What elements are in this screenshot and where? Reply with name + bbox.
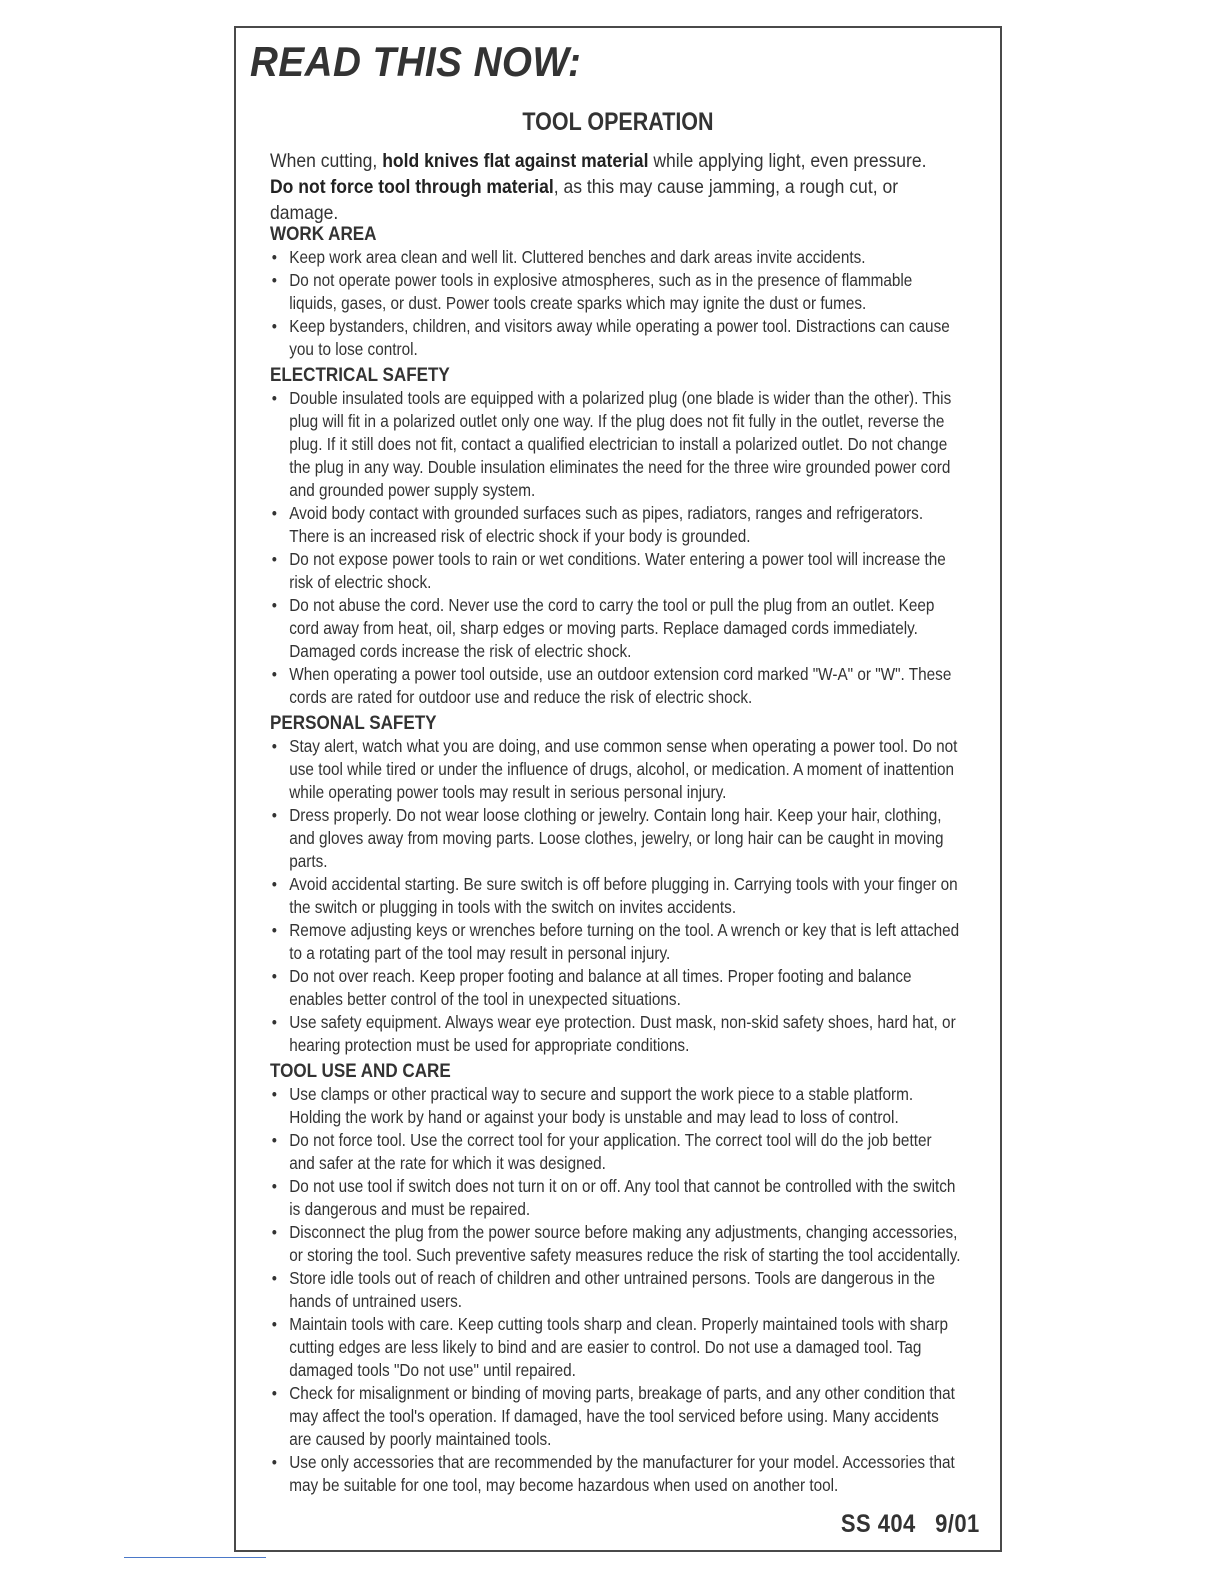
work-area-heading: WORK AREA bbox=[270, 223, 377, 245]
list-item: • Use clamps or other practical way to secure and support the work piece to a stable platform. Holding the work by hand or against your body is unstable and may lead to loss of control. bbox=[271, 1084, 914, 1127]
list-item: • Remove adjusting keys or wrenches before turning on the tool. A wrench or key that is left attached to a rotating part of the tool may result in personal injury. bbox=[271, 920, 960, 963]
list-item: • Avoid accidental starting. Be sure switch is off before plugging in. Carrying tools with your finger on the switch or plugging in tools with the switch on invites accidents. bbox=[271, 874, 958, 917]
personal-safety-heading: PERSONAL SAFETY bbox=[270, 712, 437, 734]
list-item: • Do not force tool. Use the correct tool for your application. The correct tool will do the job better and safer at the rate for which it was designed. bbox=[271, 1130, 932, 1173]
intro-paragraph bbox=[270, 148, 932, 226]
list-item: • Use only accessories that are recommended by the manufacturer for your model. Accessories that may be suitable for one tool, may become hazardous when used on another tool. bbox=[271, 1452, 955, 1495]
tool-use-list bbox=[270, 1083, 961, 1497]
electrical-safety-heading: ELECTRICAL SAFETY bbox=[270, 364, 450, 386]
form-number: SS 404 bbox=[841, 1510, 917, 1538]
list-item: • Do not use tool if switch does not turn it on or off. Any tool that cannot be controlled with the switch is dangerous and must be repaired. bbox=[271, 1176, 956, 1219]
intro-text-2: while applying light, even pressure. bbox=[648, 150, 927, 172]
work-area-list bbox=[270, 246, 961, 361]
page-title: READ THIS NOW: bbox=[250, 38, 582, 85]
list-item: • When operating a power tool outside, use an outdoor extension cord marked "W-A" or "W". These cords are rated for outdoor use and reduce the risk of electric shock. bbox=[271, 664, 952, 707]
document-code bbox=[841, 1510, 980, 1539]
list-item: • Disconnect the plug from the power source before making any adjustments, changing accessories, or storing the tool. Such preventive safety measures reduce the risk of starting the tool accidentally. bbox=[271, 1222, 961, 1265]
tool-use-heading: TOOL USE AND CARE bbox=[270, 1060, 451, 1082]
intro-text-3: , as this may cause jamming, a rough cut, or damage. bbox=[270, 176, 899, 224]
list-item: • Do not over reach. Keep proper footing and balance at all times. Proper footing and balance enables better control of the tool in unexpected situations. bbox=[271, 966, 912, 1009]
underline-mark bbox=[124, 1557, 266, 1558]
intro-bold-2: Do not force tool through material bbox=[270, 176, 554, 198]
intro-bold-1: hold knives flat against material bbox=[382, 150, 649, 172]
list-item: • Maintain tools with care. Keep cutting tools sharp and clean. Properly maintained tools with sharp cutting edges are less likely to bind and are easier to control. Do not use a damaged tool. Tag damaged tools "Do not use" until repaired. bbox=[271, 1314, 949, 1380]
intro-text-1: When cutting, bbox=[270, 150, 383, 172]
list-item: • Avoid body contact with grounded surfaces such as pipes, radiators, ranges and refrigerators. There is an increased risk of electric shock if your body is grounded. bbox=[271, 503, 924, 546]
list-item: • Dress properly. Do not wear loose clothing or jewelry. Contain long hair. Keep your hair, clothing, and gloves away from moving parts. Loose clothes, jewelry, or long hair can be caught in moving parts. bbox=[271, 805, 944, 871]
list-item: • Stay alert, watch what you are doing, and use common sense when operating a power tool. Do not use tool while tired or under the influence of drugs, alcohol, or medication. A moment of inattention while operating power tools may result in serious personal injury. bbox=[271, 736, 958, 802]
list-item: • Do not abuse the cord. Never use the cord to carry the tool or pull the plug from an outlet. Keep cord away from heat, oil, sharp edges or moving parts. Replace damaged cords immediately. Damaged cords increase the risk of electric shock. bbox=[271, 595, 935, 661]
list-item: • Do not operate power tools in explosive atmospheres, such as in the presence of flammable liquids, gases, or dust. Power tools create sparks which may ignite the dust or fumes. bbox=[271, 270, 913, 313]
list-item: • Store idle tools out of reach of children and other untrained persons. Tools are dangerous in the hands of untrained users. bbox=[271, 1268, 936, 1311]
section-subtitle: TOOL OPERATION bbox=[522, 108, 714, 136]
list-item: • Keep work area clean and well lit. Cluttered benches and dark areas invite accidents. bbox=[271, 247, 866, 267]
list-item: • Check for misalignment or binding of moving parts, breakage of parts, and any other condition that may affect the tool's operation. If damaged, have the tool serviced before using. Many accidents are caused by poorly maintained tools. bbox=[271, 1383, 955, 1449]
list-item: • Use safety equipment. Always wear eye protection. Dust mask, non-skid safety shoes, hard hat, or hearing protection must be used for appropriate conditions. bbox=[271, 1012, 956, 1055]
list-item: • Double insulated tools are equipped with a polarized plug (one blade is wider than the other). This plug will fit in a polarized outlet only one way. If the plug does not fit fully in the outlet, reverse the plug. If it still does not fit, contact a qualified electrician to install a polarized outlet. Do not change the plug in any way. Double insulation eliminates the need for the three wire grounded power cord and grounded power supply system. bbox=[271, 388, 952, 500]
safety-rules bbox=[270, 222, 961, 1499]
electrical-safety-list bbox=[270, 387, 961, 709]
list-item: • Keep bystanders, children, and visitors away while operating a power tool. Distractions can cause you to lose control. bbox=[271, 316, 950, 359]
list-item: • Do not expose power tools to rain or wet conditions. Water entering a power tool will increase the risk of electric shock. bbox=[271, 549, 946, 592]
revision-date: 9/01 bbox=[935, 1510, 980, 1538]
personal-safety-list bbox=[270, 735, 961, 1057]
